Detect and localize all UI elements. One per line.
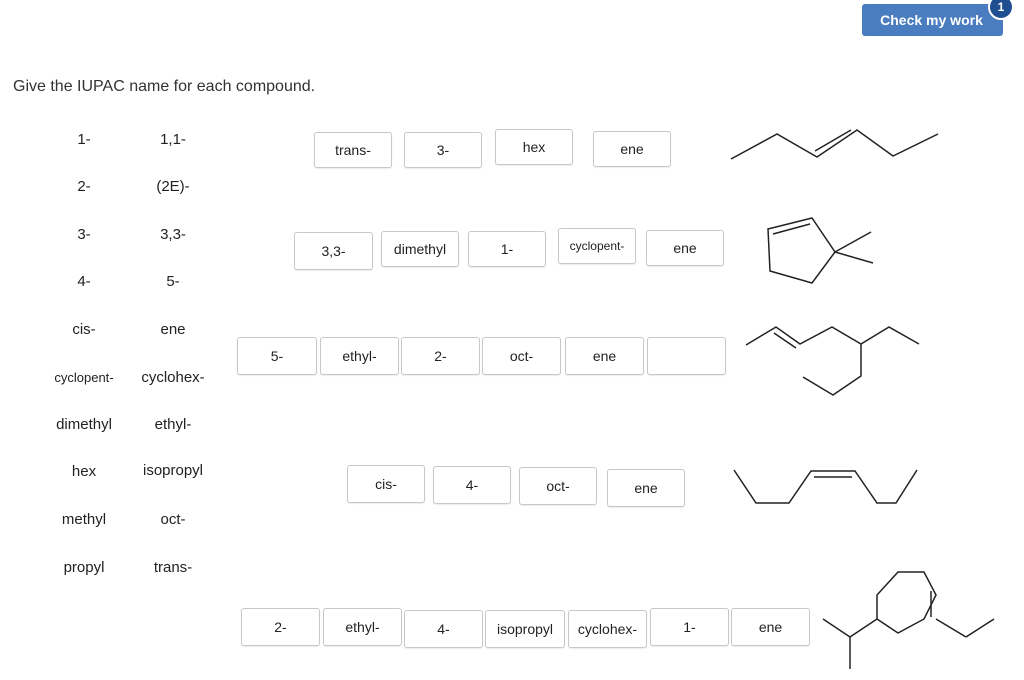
answer-slot[interactable]: cyclohex- xyxy=(568,610,647,648)
notification-badge: 1 xyxy=(988,0,1014,20)
bank-item[interactable]: dimethyl xyxy=(56,416,112,433)
answer-slot[interactable]: oct- xyxy=(519,467,597,505)
instructions-text: Give the IUPAC name for each compound. xyxy=(13,78,316,95)
answer-slot[interactable]: 1- xyxy=(650,608,729,646)
compound-structure-5 xyxy=(818,567,998,672)
answer-slot-empty[interactable] xyxy=(647,337,726,375)
bank-item[interactable]: 4- xyxy=(77,273,91,290)
compound-structure-1 xyxy=(725,122,945,167)
answer-slot[interactable]: 3- xyxy=(404,132,482,168)
check-my-work-button[interactable] xyxy=(862,4,1003,36)
compound-structure-3 xyxy=(742,318,927,398)
answer-slot[interactable]: 2- xyxy=(241,608,320,646)
answer-slot[interactable]: 3,3- xyxy=(294,232,373,270)
answer-slot[interactable]: ene xyxy=(565,337,644,375)
bank-item[interactable]: 1- xyxy=(77,131,91,148)
answer-slot[interactable]: ene xyxy=(646,230,724,266)
bank-item[interactable]: oct- xyxy=(160,511,186,528)
answer-slot[interactable]: 4- xyxy=(404,610,483,648)
answer-slot[interactable]: 5- xyxy=(237,337,317,375)
bank-item[interactable]: 1,1- xyxy=(160,131,186,148)
answer-slot[interactable]: 4- xyxy=(433,466,511,504)
answer-slot[interactable]: trans- xyxy=(314,132,392,168)
bank-item[interactable]: cis- xyxy=(72,321,96,338)
answer-slot[interactable]: ene xyxy=(607,469,685,507)
answer-slot[interactable]: cis- xyxy=(347,465,425,503)
bank-item[interactable]: propyl xyxy=(63,559,105,576)
compound-structure-2 xyxy=(760,212,880,290)
answer-slot[interactable]: 2- xyxy=(401,337,480,375)
bank-item[interactable]: ethyl- xyxy=(154,416,192,433)
answer-slot[interactable]: ethyl- xyxy=(320,337,399,375)
answer-slot[interactable]: 1- xyxy=(468,231,546,267)
bank-item[interactable]: cyclohex- xyxy=(141,369,205,386)
answer-slot[interactable]: ethyl- xyxy=(323,608,402,646)
answer-slot[interactable]: oct- xyxy=(482,337,561,375)
bank-item[interactable]: 3,3- xyxy=(160,226,186,243)
check-my-work-label: Check my work xyxy=(880,12,983,28)
answer-slot[interactable]: isopropyl xyxy=(485,610,565,648)
answer-slot[interactable]: ene xyxy=(593,131,671,167)
bank-item[interactable]: trans- xyxy=(153,559,193,576)
bank-item[interactable]: methyl xyxy=(61,511,107,528)
compound-structure-4 xyxy=(727,462,922,510)
bank-item[interactable]: (2E)- xyxy=(156,178,190,195)
bank-item[interactable]: hex xyxy=(71,463,97,480)
bank-item[interactable]: 2- xyxy=(77,178,91,195)
answer-slot[interactable]: cyclopent- xyxy=(558,228,636,264)
answer-slot[interactable]: hex xyxy=(495,129,573,165)
bank-item[interactable]: isopropyl xyxy=(142,462,204,479)
bank-item[interactable]: ene xyxy=(160,321,186,338)
answer-slot[interactable]: dimethyl xyxy=(381,231,459,267)
answer-slot[interactable]: ene xyxy=(731,608,810,646)
bank-item[interactable]: 3- xyxy=(77,226,91,243)
bank-item[interactable]: cyclopent- xyxy=(54,370,114,385)
bank-item[interactable]: 5- xyxy=(166,273,180,290)
